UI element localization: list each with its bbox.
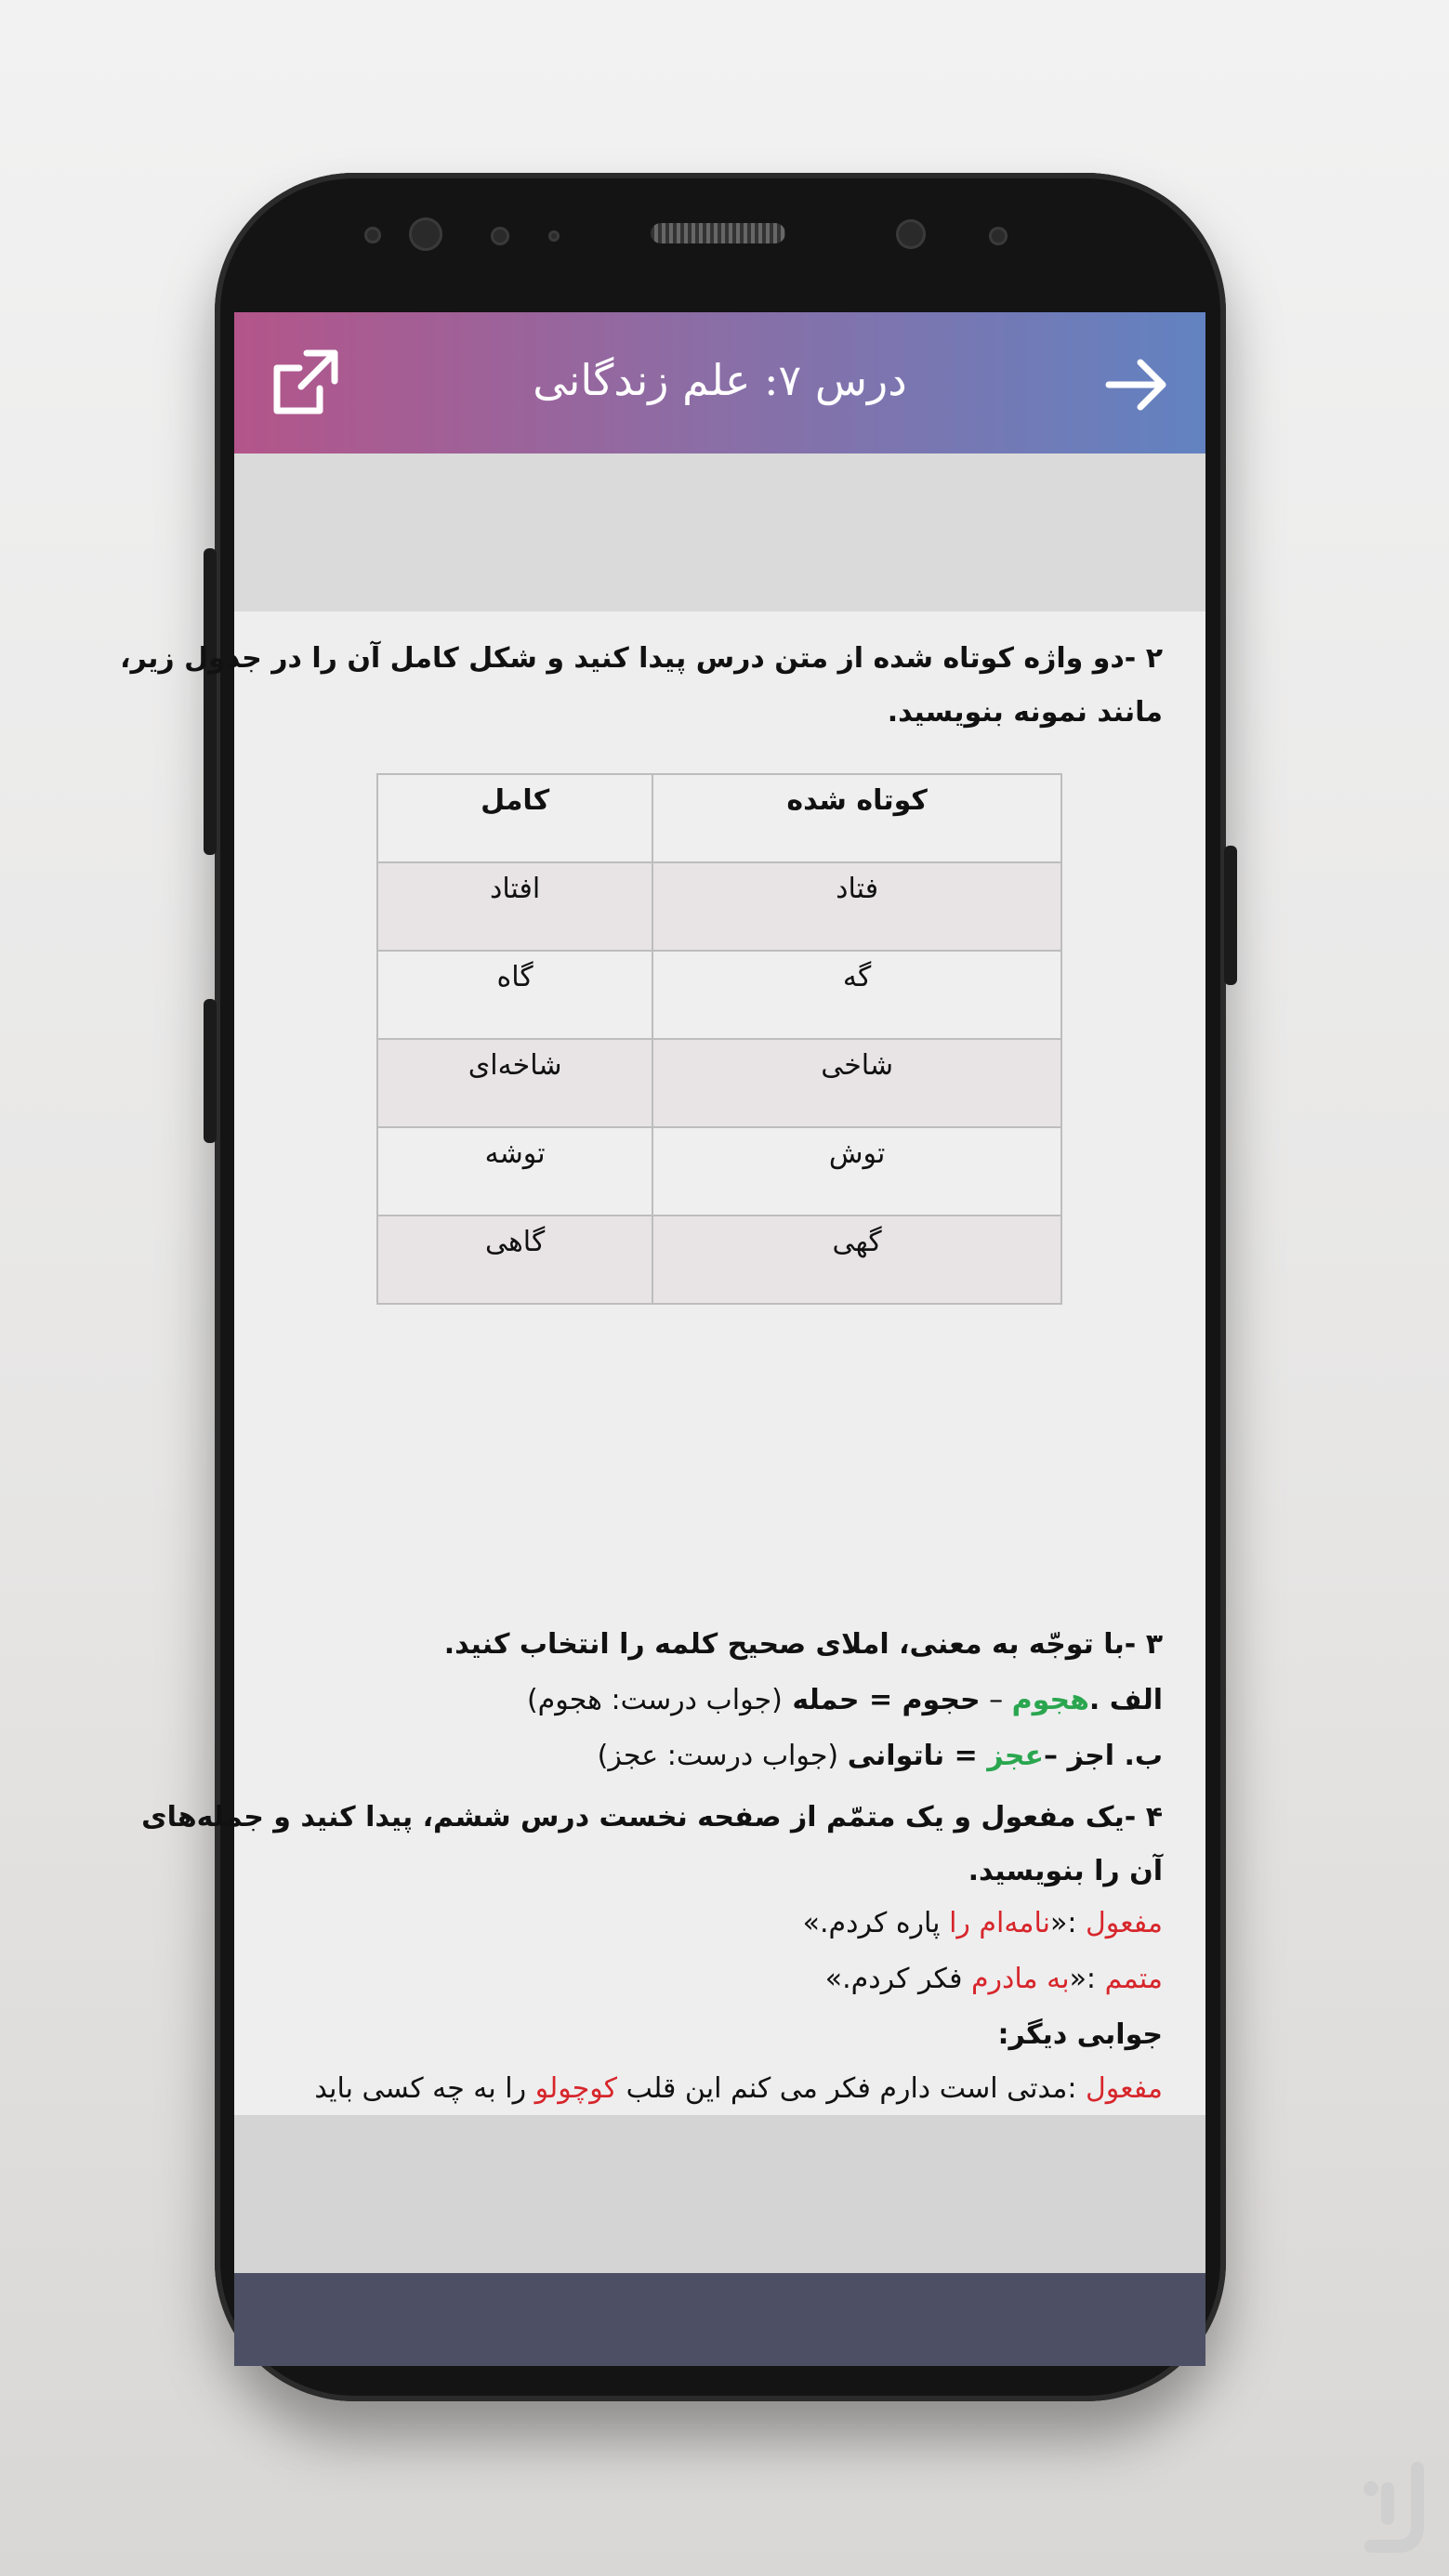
object-highlight-2: کوچولو <box>534 2072 618 2105</box>
complement-label: متمم <box>1104 1963 1163 1995</box>
table-cell: فتاد <box>652 862 1061 951</box>
part-a-label: الف . <box>1088 1684 1163 1716</box>
object-text-2b: را به چه کسی باید <box>314 2072 535 2105</box>
table-header: کامل <box>377 774 652 862</box>
page-title: درس ۷: علم زندگانی <box>533 355 907 405</box>
arrow-right-icon[interactable] <box>1101 349 1172 420</box>
complement-example <box>277 1952 1163 2006</box>
proximity-sensor <box>491 227 509 245</box>
table-cell: توشه <box>377 1127 652 1216</box>
part-b-correct: عجز <box>987 1740 1044 1772</box>
app-screen <box>120 312 1205 2350</box>
object-example <box>277 1897 1163 1951</box>
app-bar <box>234 312 1205 453</box>
question-2-line-1: ۲ -دو واژه کوتاه شده از متن درس پیدا کنید و شکل کامل آن را در جدول زیر، <box>120 642 1163 675</box>
earpiece-speaker <box>651 223 785 243</box>
volume-button <box>204 548 217 855</box>
question-3-part-b <box>277 1729 1163 1783</box>
table-cell: شاخی <box>652 1039 1061 1127</box>
navigation-bar <box>234 2273 1205 2366</box>
bixby-button <box>204 999 217 1143</box>
table-row <box>377 951 1061 1039</box>
lesson-content <box>120 611 1205 2115</box>
other-answer-heading: جوابی دیگر: <box>997 2018 1163 2051</box>
part-a-answer: (جواب درست: هجوم) <box>526 1684 783 1716</box>
table-cell: گاه <box>377 951 652 1039</box>
question-4-line-2: آن را بنویسید. <box>968 1855 1163 1887</box>
complement-highlight: به مادرم <box>970 1963 1070 1995</box>
part-a-correct: هجوم <box>1011 1684 1089 1716</box>
table-row <box>377 862 1061 951</box>
complement-rest: فکر کردم.» <box>824 1963 971 1995</box>
front-camera <box>409 217 442 251</box>
ad-placeholder-top <box>234 453 1205 611</box>
table-row <box>377 1216 1061 1304</box>
question-2 <box>120 632 1163 740</box>
store-logo <box>1352 2461 1442 2563</box>
table-cell: افتاد <box>377 862 652 951</box>
iris-sensor <box>364 227 381 243</box>
ad-placeholder-bottom <box>234 2115 1205 2273</box>
table-cell: شاخه‌ای <box>377 1039 652 1127</box>
question-4 <box>141 1791 1163 1899</box>
object-text-2a: :مدتی است دارم فکر می کنم این قلب <box>617 2072 1086 2105</box>
object-label: مفعول <box>1085 1907 1163 1939</box>
table-row <box>377 1127 1061 1216</box>
question-2-line-2: مانند نمونه بنویسید. <box>887 696 1163 729</box>
part-a-rest: حجوم = حمله <box>782 1684 981 1716</box>
part-b-rest: = ناتوانی <box>847 1740 988 1772</box>
secondary-camera <box>896 219 926 249</box>
light-sensor <box>548 230 560 242</box>
table-cell: گاهی <box>377 1216 652 1304</box>
complement-sep: :« <box>1069 1963 1105 1995</box>
question-3-title: ۳ -با توجّه به معنی، املای صحیح کلمه را انتخاب کنید. <box>443 1628 1163 1661</box>
object-rest: پاره کردم.» <box>802 1907 950 1939</box>
table-cell: گهی <box>652 1216 1061 1304</box>
part-b-label: ب. اجز – <box>1044 1740 1163 1772</box>
object-label-2: مفعول <box>1085 2072 1163 2105</box>
iris-camera <box>989 227 1008 245</box>
question-4-line-1: ۴ -یک مفعول و یک متمّم از صفحه نخست درس ششم، پیدا کنید و جمله‌های <box>141 1801 1163 1833</box>
shortened-words-table <box>376 773 1062 1305</box>
table-row <box>377 1039 1061 1127</box>
object-highlight: نامه‌ام را <box>949 1907 1050 1939</box>
power-button <box>1224 846 1237 985</box>
part-b-answer: (جواب درست: عجز) <box>597 1740 839 1772</box>
table-cell: توش <box>652 1127 1061 1216</box>
table-header: کوتاه شده <box>652 774 1061 862</box>
part-a-separator: – <box>980 1684 1012 1716</box>
object-sep: :« <box>1049 1907 1086 1939</box>
table-cell: گه <box>652 951 1061 1039</box>
question-3-part-a <box>277 1674 1163 1728</box>
